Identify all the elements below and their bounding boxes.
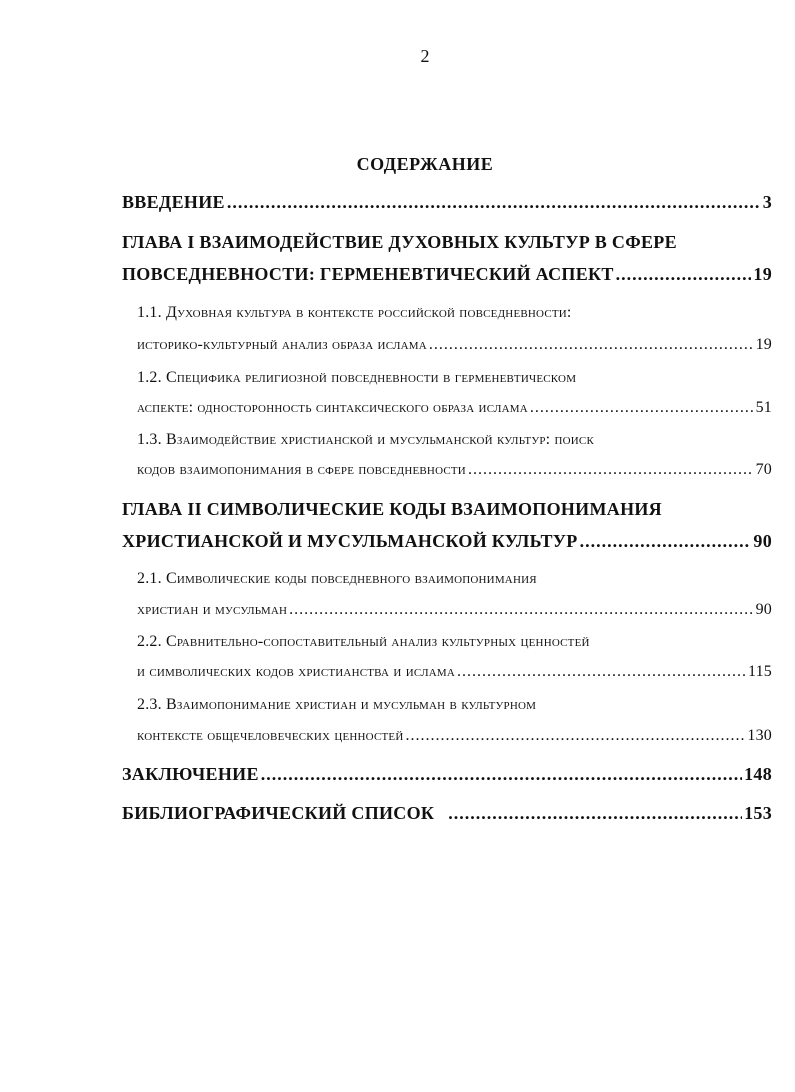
toc-chapter-2-line-1[interactable]: ГЛАВА II СИМВОЛИЧЕСКИЕ КОДЫ ВЗАИМОПОНИМАНИЯ xyxy=(122,499,662,519)
toc-section-2-1[interactable] xyxy=(137,601,772,619)
toc-entry-page: 153 xyxy=(744,803,772,823)
toc-section-2-2[interactable] xyxy=(137,663,772,681)
toc-entry-introduction[interactable] xyxy=(122,192,772,213)
toc-section-1-3[interactable] xyxy=(137,461,772,479)
leader-dots xyxy=(227,192,761,213)
toc-entry-label: ПОВСЕДНЕВНОСТИ: ГЕРМЕНЕВТИЧЕСКИЙ АСПЕКТ xyxy=(122,264,614,284)
toc-entry-page: 19 xyxy=(755,336,772,353)
toc-chapter-1-line-1[interactable]: ГЛАВА I ВЗАИМОДЕЙСТВИЕ ДУХОВНЫХ КУЛЬТУР В СФЕРЕ xyxy=(122,232,677,252)
toc-entry-label: христиан и мусульман xyxy=(137,601,288,618)
toc-entry-bibliography[interactable] xyxy=(122,803,772,824)
toc-entry-label: и символических кодов христианства и ислама xyxy=(137,663,456,680)
leader-dots xyxy=(616,264,752,285)
leader-dots xyxy=(457,663,746,681)
leader-dots xyxy=(261,764,742,785)
toc-section-1-2[interactable] xyxy=(137,399,772,417)
toc-chapter-2[interactable] xyxy=(122,531,772,552)
leader-dots xyxy=(429,336,754,354)
toc-entry-label: контексте общечеловеческих ценностей xyxy=(137,727,404,744)
toc-entry-page: 90 xyxy=(753,531,772,551)
toc-section-2-3[interactable] xyxy=(137,727,772,745)
toc-section-1-1-line-1[interactable]: 1.1. Духовная культура в контексте российской повседневности: xyxy=(137,304,572,321)
toc-chapter-1[interactable] xyxy=(122,264,772,285)
toc-entry-conclusion[interactable] xyxy=(122,764,772,785)
leader-dots xyxy=(289,601,753,619)
leader-dots xyxy=(530,399,754,417)
leader-dots xyxy=(448,803,742,824)
toc-section-2-1-line-1[interactable]: 2.1. Символические коды повседневного взаимопонимания xyxy=(137,570,537,587)
toc-entry-page: 51 xyxy=(755,399,772,416)
toc-entry-page: 3 xyxy=(762,192,772,212)
leader-dots xyxy=(580,531,752,552)
toc-entry-page: 148 xyxy=(744,764,772,784)
leader-dots xyxy=(405,727,745,745)
toc-entry-label: историко-культурный анализ образа ислама xyxy=(137,336,427,353)
toc-section-1-3-line-1[interactable]: 1.3. Взаимодействие христианской и мусульманской культур: поиск xyxy=(137,431,594,448)
toc-section-2-2-line-1[interactable]: 2.2. Сравнительно-сопоставительный анализ культурных ценностей xyxy=(137,633,590,650)
toc-entry-label: ХРИСТИАНСКОЙ И МУСУЛЬМАНСКОЙ КУЛЬТУР xyxy=(122,531,578,551)
toc-section-1-2-line-1[interactable]: 1.2. Специфика религиозной повседневности в герменевтическом xyxy=(137,369,577,386)
toc-entry-label: аспекте: односторонность синтаксического образа ислама xyxy=(137,399,528,416)
toc-section-1-1[interactable] xyxy=(137,336,772,354)
leader-dots xyxy=(468,461,754,479)
toc-entry-page: 70 xyxy=(755,461,772,478)
toc-entry-label: кодов взаимопонимания в сфере повседневности xyxy=(137,461,466,478)
toc-entry-label: ВВЕДЕНИЕ xyxy=(122,192,225,212)
toc-entry-page: 115 xyxy=(747,663,772,680)
toc-entry-page: 130 xyxy=(747,727,772,744)
toc-entry-page: 90 xyxy=(755,601,772,618)
toc-entry-page: 19 xyxy=(753,264,772,284)
toc-section-2-3-line-1[interactable]: 2.3. Взаимопонимание христиан и мусульман в культурном xyxy=(137,696,537,713)
page-title: СОДЕРЖАНИЕ xyxy=(356,154,494,174)
toc-entry-label: ЗАКЛЮЧЕНИЕ xyxy=(122,764,259,784)
toc-entry-label: БИБЛИОГРАФИЧЕСКИЙ СПИСОК xyxy=(122,803,435,823)
page-number: 2 xyxy=(420,46,430,66)
